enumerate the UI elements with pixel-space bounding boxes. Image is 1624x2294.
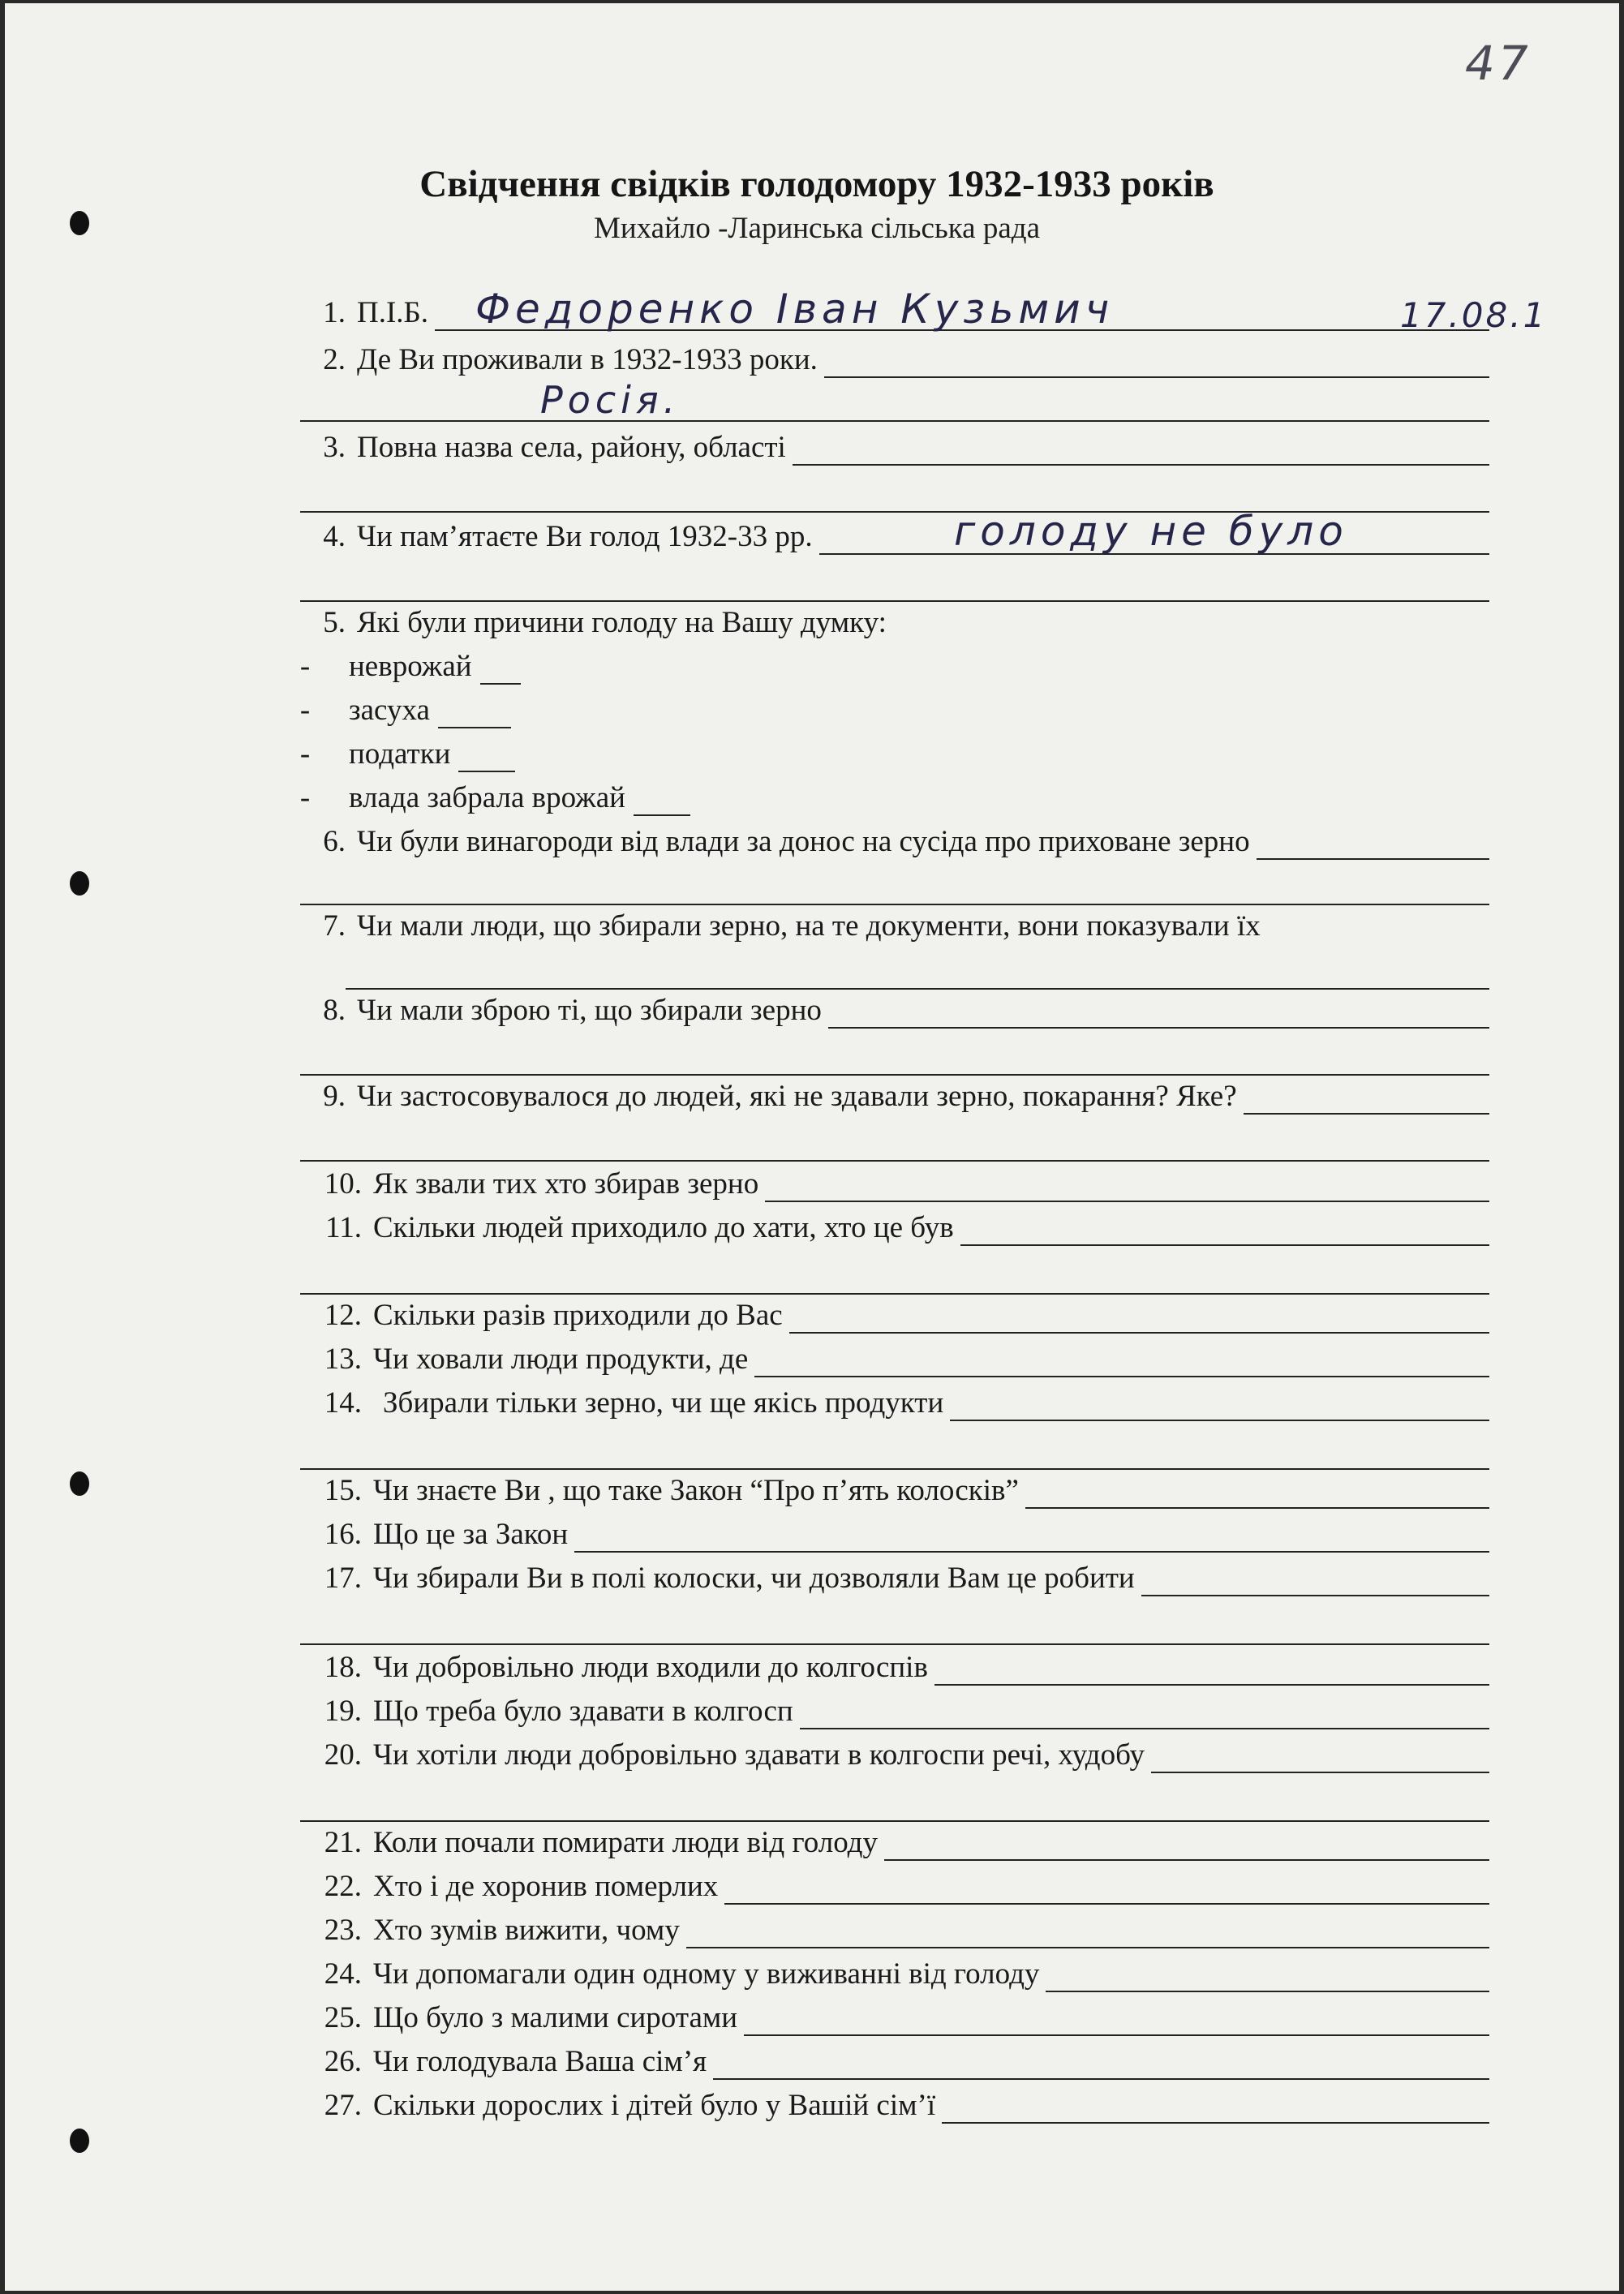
document-subtitle: Михайло -Ларинська сільська рада [593, 212, 1041, 245]
question-9: 9. Чи застосовувалося до людей, які не здавали зерно, покарання? Яке? [281, 1079, 1489, 1115]
question-8: 8. Чи мали зброю ті, що збирали зерно [281, 993, 1489, 1029]
answer-line-11b [300, 1293, 1489, 1295]
question-10: 10. Як звали тих хто збирав зерно [281, 1166, 1489, 1202]
question-27: 27. Скільки дорослих і дітей було у Вашій сім’ї [281, 2088, 1489, 2124]
question-15: 15. Чи знаєте Ви , що таке Закон “Про п’ять колосків” [281, 1473, 1489, 1509]
question-21: 21. Коли почали помирати люди від голоду [281, 1825, 1489, 1861]
question-13: 13. Чи ховали люди продукти, де [281, 1342, 1489, 1377]
question-1: 1. П.І.Б. [281, 295, 1489, 331]
answer-line-7b [346, 988, 1489, 990]
question-17: 17. Чи збирали Ви в полі колоски, чи дозволяли Вам це робити [281, 1561, 1489, 1596]
reason-item: - влада забрала врожай [281, 780, 690, 816]
question-24: 24. Чи допомагали один одному у виживанні від голоду [281, 1957, 1489, 1992]
question-25: 25. Що було з малими сиротами [281, 2000, 1489, 2036]
handwritten-famine-memory: голоду не було [954, 508, 1348, 555]
question-14: 14. Збирали тільки зерно, чи ще якісь продукти [281, 1385, 1489, 1421]
document-title: Свідчення свідків голодомору 1932-1933 років [419, 163, 1214, 205]
answer-line-8b [300, 1074, 1489, 1076]
question-2: 2. Де Ви проживали в 1932-1933 роки. [281, 342, 1489, 378]
question-19: 19. Що треба було здавати в колгосп [281, 1694, 1489, 1729]
question-22: 22. Хто і де хоронив померлих [281, 1869, 1489, 1905]
question-16: 16. Що це за Закон [281, 1517, 1489, 1553]
answer-line-4b [300, 600, 1489, 602]
reason-item: - засуха [281, 693, 511, 728]
handwritten-name: Федоренко Іван Кузьмич [475, 286, 1115, 333]
punch-hole [70, 2129, 89, 2153]
document-page [5, 3, 1619, 2291]
answer-line-6b [300, 904, 1489, 905]
question-5: 5. Які були причини голоду на Вашу думку: [323, 606, 887, 639]
question-26: 26. Чи голодувала Ваша сім’я [281, 2044, 1489, 2080]
question-18: 18. Чи добровільно люди входили до колгоспів [281, 1650, 1489, 1686]
punch-hole [70, 1471, 89, 1496]
answer-line-9b [300, 1160, 1489, 1162]
question-4: 4. Чи пам’ятаєте Ви голод 1932-33 рр. [281, 519, 1489, 555]
question-6: 6. Чи були винагороди від влади за донос на сусіда про приховане зерно [281, 824, 1489, 860]
reason-item: - податки [281, 737, 515, 772]
question-3: 3. Повна назва села, району, області [281, 430, 1489, 466]
answer-line-2b [300, 420, 1489, 422]
handwritten-residence: Росія. [540, 378, 681, 422]
answer-line-14b [300, 1468, 1489, 1470]
punch-hole [70, 871, 89, 896]
answer-line-20b [300, 1820, 1489, 1822]
question-7: 7. Чи мали люди, що збирали зерно, на те документи, вони показували їх [323, 909, 1261, 943]
question-11: 11. Скільки людей приходило до хати, хто це був [281, 1210, 1489, 1246]
answer-line-17b [300, 1643, 1489, 1645]
question-23: 23. Хто зумів вижити, чому [281, 1913, 1489, 1948]
handwritten-birth-date: 17.08.1 [1400, 295, 1548, 335]
question-20: 20. Чи хотіли люди добровільно здавати в колгоспи речі, худобу [281, 1738, 1489, 1773]
handwritten-page-number: 47 [1465, 36, 1532, 91]
reason-item: - неврожай [281, 649, 521, 685]
question-12: 12. Скільки разів приходили до Вас [281, 1298, 1489, 1334]
